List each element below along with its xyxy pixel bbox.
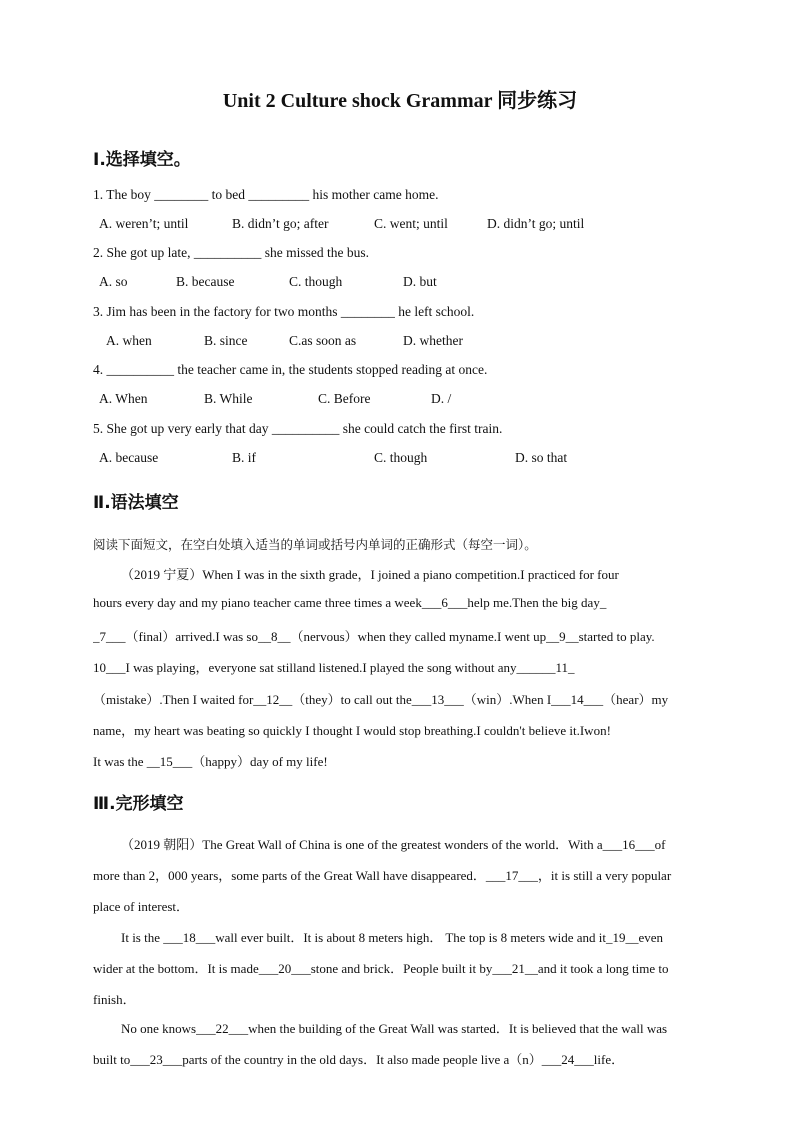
question-1-option-a: A. weren’t; until	[99, 216, 189, 231]
passage-2-line: 10___I was playing，everyone sat stilland listened.I played the song without any______11_	[93, 660, 575, 675]
question-3-option-d: D. whether	[403, 333, 463, 348]
page-title: Unit 2 Culture shock Grammar 同步练习	[222, 90, 578, 112]
passage-3-line: It is the ___18___wall ever built．It is about 8 meters high． The top is 8 meters wide and it_19__even	[121, 930, 664, 945]
question-5-option-c: C. though	[374, 450, 428, 465]
question-3-option-a: A. when	[106, 333, 152, 348]
passage-3-line: （2019 朝阳）The Great Wall of China is one of the greatest wonders of the world．With a___16___of	[121, 837, 666, 852]
question-1-stem: 1. The boy ________ to bed _________ his mother came home.	[93, 187, 439, 202]
question-1-option-d: D. didn’t go; until	[487, 216, 585, 231]
passage-2-line: （mistake）.Then I waited for__12__（they）to call out the___13___（win）.When I___14___（hear）my	[93, 692, 669, 707]
question-5-option-d: D. so that	[515, 450, 568, 465]
section-2-instruction: 阅读下面短文，在空白处填入适当的单词或括号内单词的正确形式（每空一词）。	[93, 537, 537, 552]
question-4-option-c: C. Before	[318, 391, 371, 406]
question-3-stem: 3. Jim has been in the factory for two months ________ he left school.	[93, 304, 475, 319]
passage-3-line: No one knows___22___when the building of the Great Wall was started．It is believed that the wall was	[121, 1021, 668, 1036]
question-2-option-b: B. because	[176, 274, 235, 289]
question-4-option-d: D. /	[431, 391, 452, 406]
passage-3-line: built to___23___parts of the country in the old days．It also made people live a（n）___24___life．	[93, 1052, 625, 1067]
question-4-option-b: B. While	[204, 391, 253, 406]
question-4-option-a: A. When	[99, 391, 148, 406]
question-5-option-a: A. because	[99, 450, 159, 465]
passage-2-line: _7___（final）arrived.I was so__8__（nervous）when they called myname.I went up__9__started to play.	[93, 629, 655, 644]
question-2-option-d: D. but	[403, 274, 437, 289]
section-3-heading: Ⅲ.完形填空	[93, 794, 184, 814]
passage-2-line: name，my heart was beating so quickly I thought I would stop breathing.I couldn't believe it.Iwon!	[93, 723, 611, 738]
question-2-stem: 2. She got up late, __________ she missed the bus.	[93, 245, 369, 260]
passage-2-line: It was the __15___（happy）day of my life!	[93, 754, 328, 769]
passage-3-line: more than 2，000 years，some parts of the Great Wall have disappeared．___17___，it is still a very popular	[93, 868, 672, 883]
question-5-stem: 5. She got up very early that day __________ she could catch the first train.	[93, 421, 503, 436]
section-1-heading: I.选择填空。	[93, 150, 191, 170]
question-5-option-b: B. if	[232, 450, 257, 465]
section-2-heading: Ⅱ.语法填空	[93, 493, 179, 513]
passage-3-line: finish．	[93, 992, 136, 1007]
question-3-option-b: B. since	[204, 333, 248, 348]
question-2-option-c: C. though	[289, 274, 343, 289]
question-1-option-c: C. went; until	[374, 216, 448, 231]
question-4-stem: 4. __________ the teacher came in, the students stopped reading at once.	[93, 362, 488, 377]
question-1-option-b: B. didn’t go; after	[232, 216, 329, 231]
passage-2-line: hours every day and my piano teacher came three times a week___6___help me.Then the big day_	[93, 595, 607, 610]
passage-3-line: place of interest．	[93, 899, 190, 914]
question-2-option-a: A. so	[99, 274, 128, 289]
passage-3-line: wider at the bottom．It is made___20___stone and brick．People built it by___21__and it took a long time to	[93, 961, 669, 976]
question-3-option-c: C.as soon as	[289, 333, 357, 348]
passage-2-line: （2019 宁夏）When I was in the sixth grade，I joined a piano competition.I practiced for four	[121, 567, 619, 582]
